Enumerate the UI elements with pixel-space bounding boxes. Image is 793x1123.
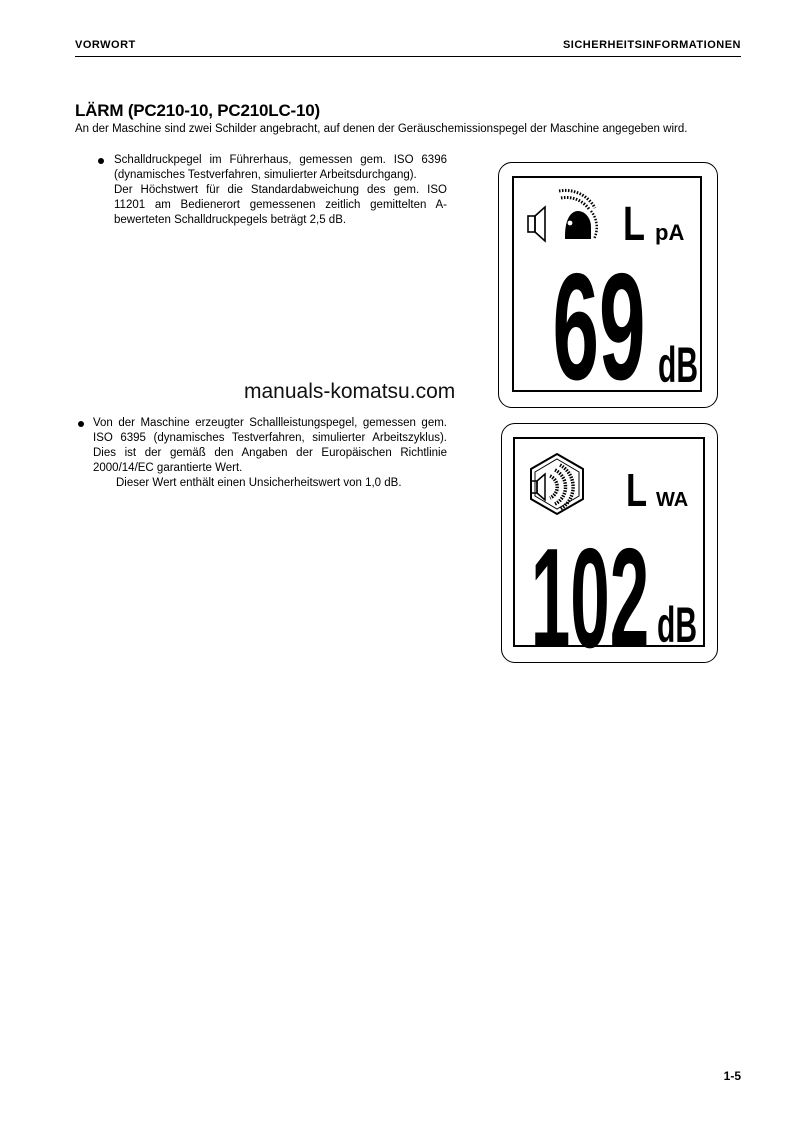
header-section-right: SICHERHEITSINFORMATIONEN (562, 39, 741, 51)
header-section-left: VORWORT (75, 39, 136, 51)
label-value: 69 (552, 241, 646, 407)
speaker-head-icon (528, 190, 597, 241)
speaker-hexagon-icon (531, 454, 583, 514)
item-paragraph: Schalldruckpegel im Führerhaus, gemessen gem. ISO 6396 (dynamisches Testverfahren, simulierter Arbeitsdurchgang). (114, 154, 447, 181)
label-subscript: pA (655, 220, 685, 245)
noise-label-sound-pressure (498, 162, 718, 408)
label-unit: dB (658, 337, 698, 393)
header-divider (75, 56, 741, 57)
label-symbol: L (626, 464, 648, 517)
watermark-text: manuals-komatsu.com (244, 380, 456, 403)
item-paragraph: Der Höchstwert für die Standardabweichung des gem. ISO 11201 am Bedienerort gemessenen zeitlich gemittelten A-bewerteten Schalldruckpegels beträgt 2,5 dB. (114, 184, 447, 226)
bullet-icon (98, 158, 104, 164)
list-item-sound-power (93, 416, 447, 491)
label-subscript: WA (656, 489, 689, 511)
section-title: LÄRM (PC210-10, PC210LC-10) (75, 101, 320, 120)
item-paragraph: Dieser Wert enthält einen Unsicherheitswert von 1,0 dB. (116, 477, 402, 489)
noise-label-sound-power (501, 423, 718, 663)
bullet-icon (78, 421, 84, 427)
label-value: 102 (530, 517, 650, 662)
item-paragraph: Von der Maschine erzeugter Schallleistungspegel, gemessen gem. ISO 6395 (dynamisches Testverfahren, simulierter Arbeitszyklus). Dies ist der gemäß den Angaben der Europäischen Richtlinie 2000/14/EC garantierte Wert. (93, 417, 447, 474)
intro-paragraph: An der Maschine sind zwei Schilder angebracht, auf denen der Geräuschemissionspegel der Maschine angegeben wird. (75, 123, 688, 135)
label-unit: dB (657, 597, 697, 653)
list-item-sound-pressure (114, 153, 447, 228)
label-symbol: L (623, 197, 645, 251)
page-number: 1-5 (723, 1069, 741, 1083)
